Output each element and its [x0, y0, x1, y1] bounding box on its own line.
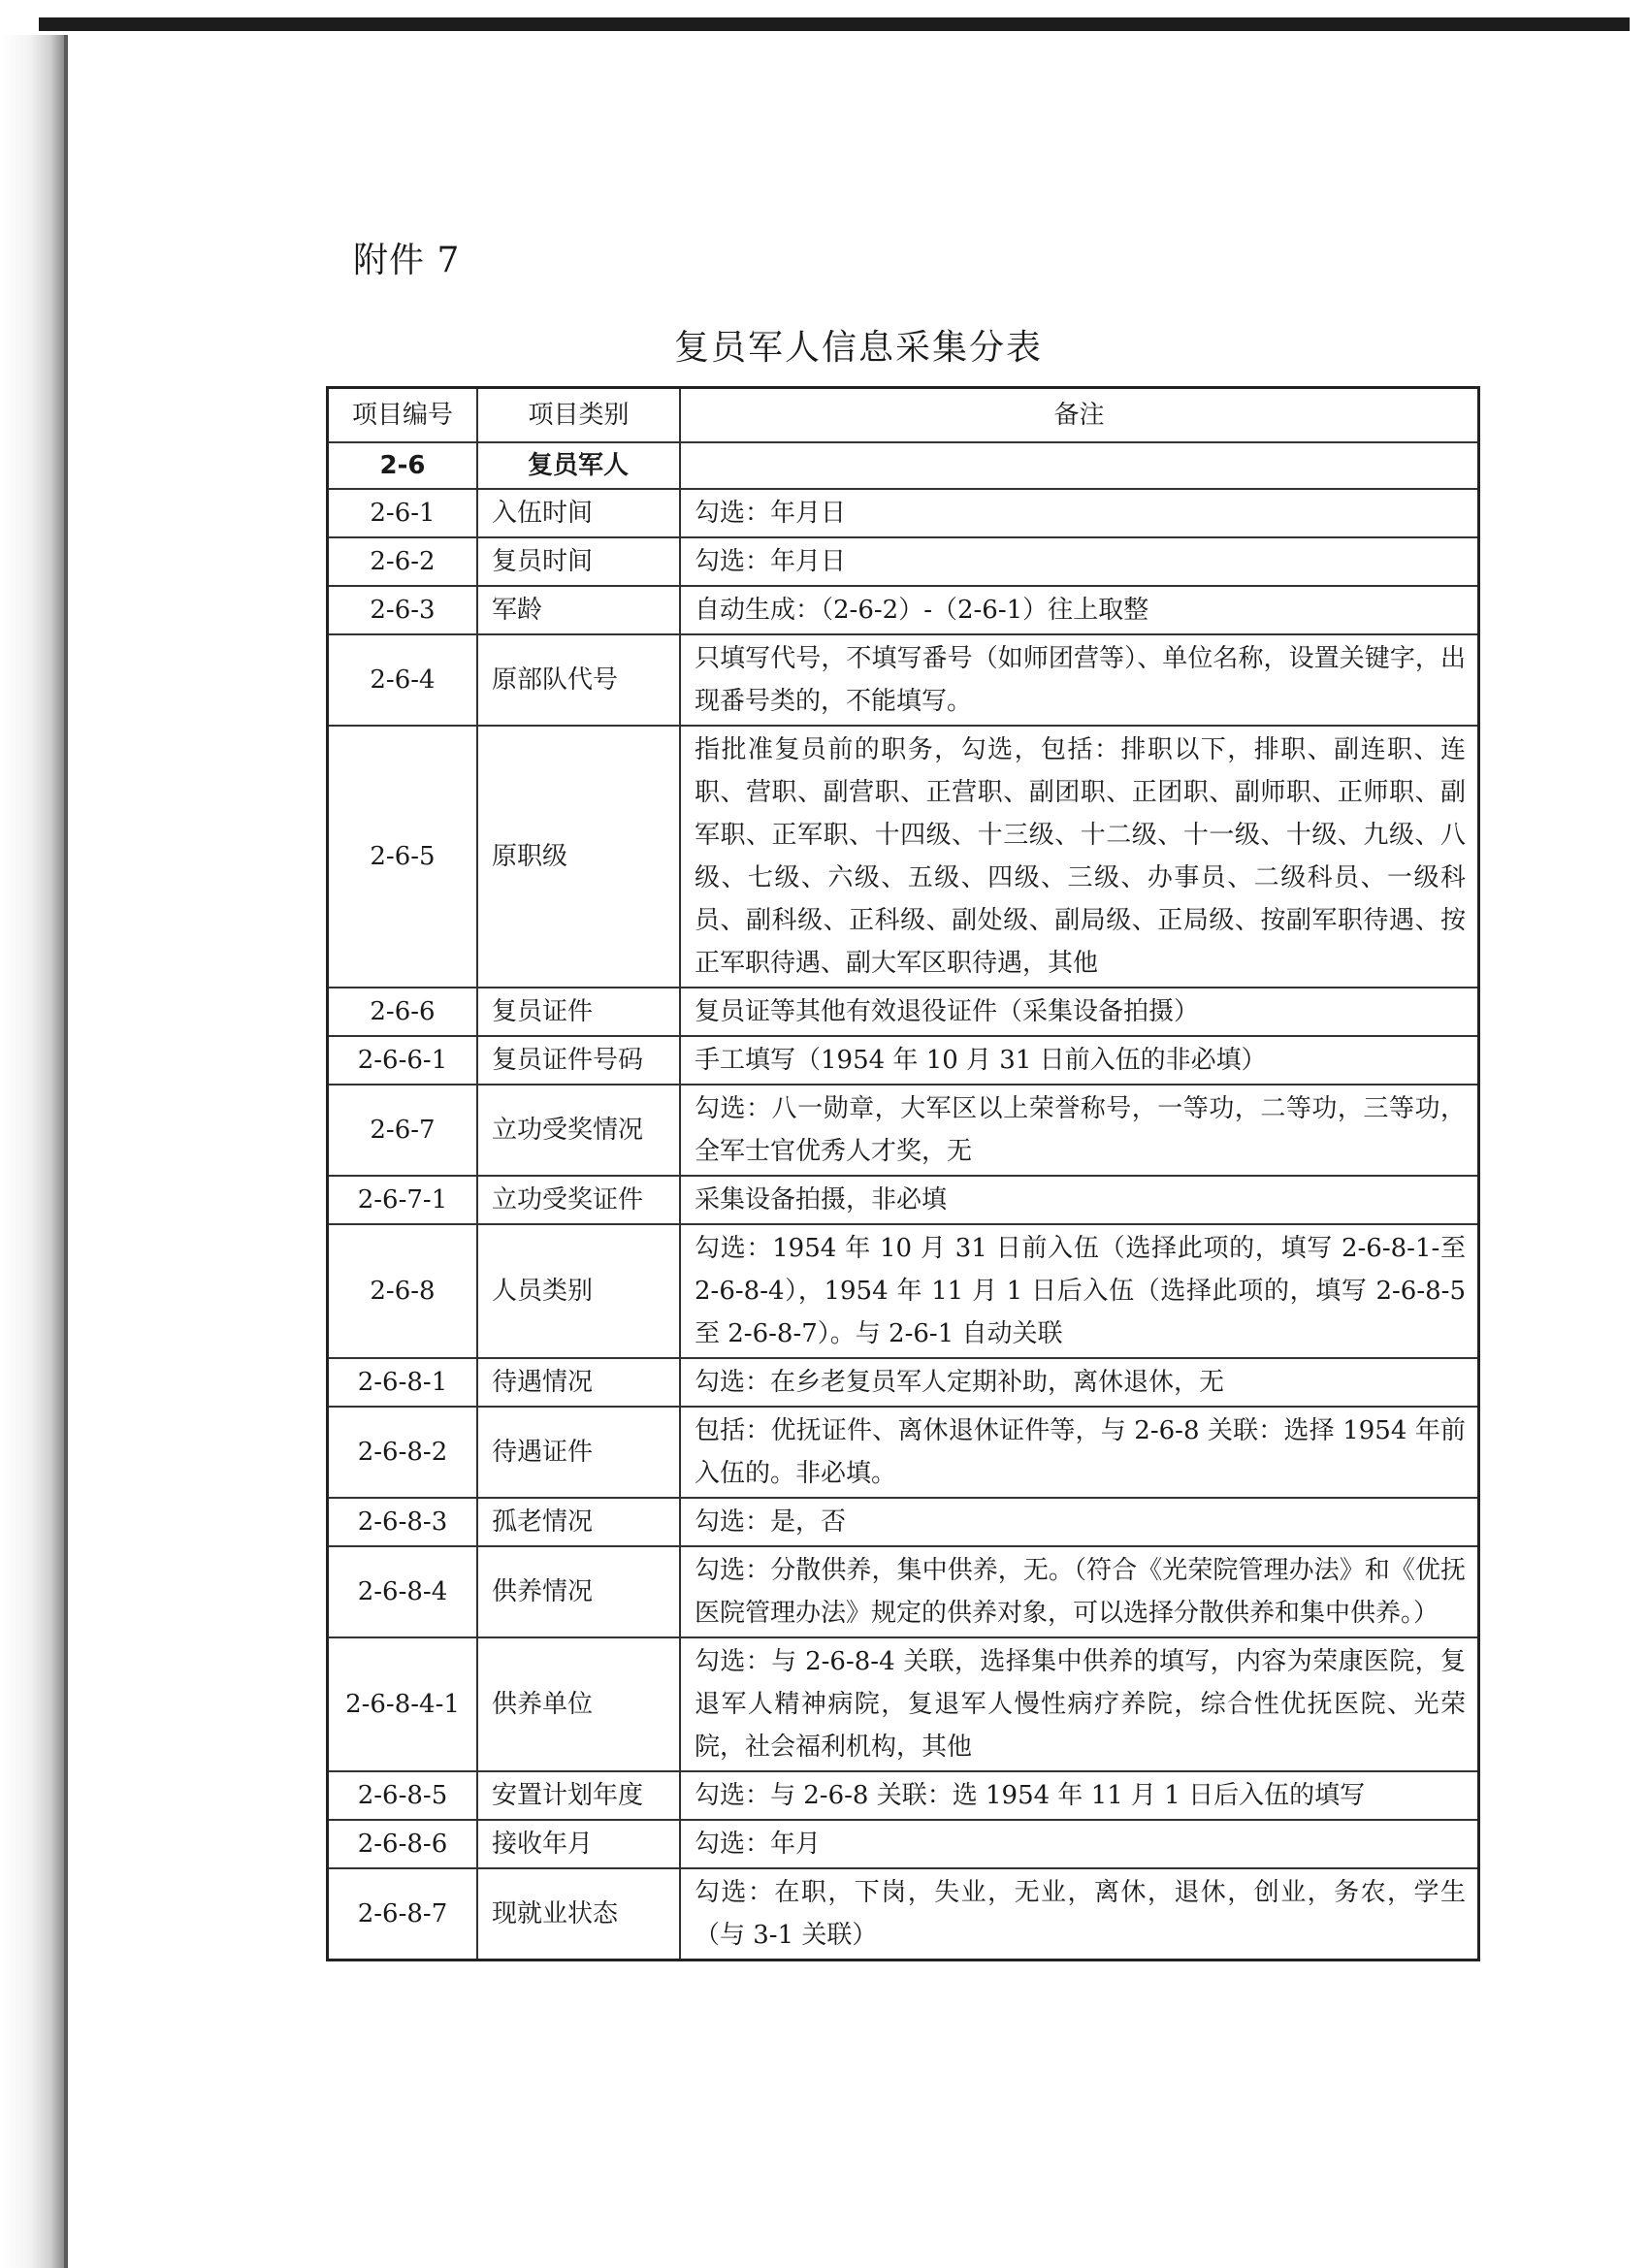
row-code: 2-6-1: [328, 489, 478, 537]
row-note: 包括：优抚证件、离休退休证件等，与 2-6-8 关联：选择 1954 年前入伍的。非必填。: [680, 1407, 1479, 1498]
row-note: [680, 442, 1479, 489]
row-note: 勾选：是，否: [680, 1498, 1479, 1546]
row-category: 待遇证件: [477, 1407, 680, 1498]
table-row: [328, 1820, 1479, 1868]
table-title: 复员军人信息采集分表: [673, 328, 1043, 368]
table-row: [328, 726, 1479, 988]
table-row: [328, 1176, 1479, 1224]
row-code: 2-6-8: [328, 1224, 478, 1358]
row-code: 2-6-8-5: [328, 1771, 478, 1820]
table-row: [328, 1358, 1479, 1407]
row-category: 现就业状态: [477, 1868, 680, 1960]
table-row: [328, 1637, 1479, 1771]
row-note: 勾选：年月日: [680, 537, 1479, 586]
row-category: 原部队代号: [477, 634, 680, 726]
table-row: [328, 1036, 1479, 1085]
table-row: [328, 1546, 1479, 1637]
row-note: 勾选：与 2-6-8 关联：选 1954 年 11 月 1 日后入伍的填写: [680, 1771, 1479, 1820]
table-row: [328, 537, 1479, 586]
table-row: [328, 1868, 1479, 1960]
table-row: [328, 1407, 1479, 1498]
table-header-row: [328, 388, 1479, 443]
table-row: [328, 1224, 1479, 1358]
header-note: 备注: [680, 388, 1479, 443]
row-code: 2-6-8-7: [328, 1868, 478, 1960]
row-code: 2-6-2: [328, 537, 478, 586]
row-category: 供养单位: [477, 1637, 680, 1771]
row-code: 2-6-6-1: [328, 1036, 478, 1085]
row-code: 2-6-8-4-1: [328, 1637, 478, 1771]
row-category: 复员证件号码: [477, 1036, 680, 1085]
header-category: 项目类别: [477, 388, 680, 443]
row-code: 2-6-5: [328, 726, 478, 988]
row-note: 勾选：八一勋章，大军区以上荣誉称号，一等功，二等功，三等功，全军士官优秀人才奖，无: [680, 1085, 1479, 1176]
row-code: 2-6-8-3: [328, 1498, 478, 1546]
row-note: 采集设备拍摄，非必填: [680, 1176, 1479, 1224]
row-category: 立功受奖情况: [477, 1085, 680, 1176]
table-row: [328, 442, 1479, 489]
info-collection-table: [326, 386, 1480, 1961]
table-row: [328, 634, 1479, 726]
row-note: 勾选：分散供养，集中供养，无。（符合《光荣院管理办法》和《优抚医院管理办法》规定的供养对象，可以选择分散供养和集中供养。）: [680, 1546, 1479, 1637]
table-row: [328, 988, 1479, 1036]
header-code: 项目编号: [328, 388, 478, 443]
row-category: 待遇情况: [477, 1358, 680, 1407]
row-code: 2-6-8-6: [328, 1820, 478, 1868]
row-category: 立功受奖证件: [477, 1176, 680, 1224]
attachment-label: 附件 7: [353, 241, 461, 280]
scan-left-edge: [64, 35, 68, 2268]
row-note: 勾选：1954 年 10 月 31 日前入伍（选择此项的，填写 2-6-8-1-至 2-6-8-4），1954 年 11 月 1 日后入伍（选择此项的，填写 2-6-8-5 至 2-6-8-7）。与 2-6-1 自动关联: [680, 1224, 1479, 1358]
scan-top-shadow: [39, 17, 1630, 31]
table-row: [328, 489, 1479, 537]
row-note: 勾选：年月日: [680, 489, 1479, 537]
row-code: 2-6-8-2: [328, 1407, 478, 1498]
row-category: 人员类别: [477, 1224, 680, 1358]
table-row: [328, 1498, 1479, 1546]
row-note: 复员证等其他有效退役证件（采集设备拍摄）: [680, 988, 1479, 1036]
row-category: 复员证件: [477, 988, 680, 1036]
row-category: 孤老情况: [477, 1498, 680, 1546]
row-code: 2-6-3: [328, 586, 478, 634]
row-code: 2-6-8-4: [328, 1546, 478, 1637]
row-note: 自动生成：（2-6-2）-（2-6-1）往上取整: [680, 586, 1479, 634]
row-category: 原职级: [477, 726, 680, 988]
row-note: 勾选：年月: [680, 1820, 1479, 1868]
row-note: 手工填写（1954 年 10 月 31 日前入伍的非必填）: [680, 1036, 1479, 1085]
row-note: 只填写代号，不填写番号（如师团营等）、单位名称，设置关键字，出现番号类的，不能填写。: [680, 634, 1479, 726]
row-code: 2-6-4: [328, 634, 478, 726]
row-code: 2-6-7: [328, 1085, 478, 1176]
row-note: 勾选：在乡老复员军人定期补助，离休退休，无: [680, 1358, 1479, 1407]
table-row: [328, 1085, 1479, 1176]
row-code: 2-6-7-1: [328, 1176, 478, 1224]
row-category: 安置计划年度: [477, 1771, 680, 1820]
row-code: 2-6-6: [328, 988, 478, 1036]
table-row: [328, 586, 1479, 634]
row-code: 2-6-8-1: [328, 1358, 478, 1407]
row-category: 接收年月: [477, 1820, 680, 1868]
row-category: 军龄: [477, 586, 680, 634]
row-code: 2-6: [328, 442, 478, 489]
row-note: 指批准复员前的职务，勾选，包括：排职以下，排职、副连职、连职、营职、副营职、正营职、副团职、正团职、副师职、正师职、副军职、正军职、十四级、十三级、十二级、十一级、十级、九级、八级、七级、六级、五级、四级、三级、办事员、二级科员、一级科员、副科级、正科级、副处级、副局级、正局级、按副军职待遇、按正军职待遇、副大军区职待遇，其他: [680, 726, 1479, 988]
row-note: 勾选：与 2-6-8-4 关联，选择集中供养的填写，内容为荣康医院，复退军人精神病院，复退军人慢性病疗养院，综合性优抚医院、光荣院，社会福利机构，其他: [680, 1637, 1479, 1771]
row-category: 供养情况: [477, 1546, 680, 1637]
table-row: [328, 1771, 1479, 1820]
row-category: 复员时间: [477, 537, 680, 586]
row-category: 入伍时间: [477, 489, 680, 537]
scan-left-binding-shadow: [0, 35, 68, 2268]
row-category: 复员军人: [477, 442, 680, 489]
row-note: 勾选：在职，下岗，失业，无业，离休，退休，创业，务农，学生（与 3-1 关联）: [680, 1868, 1479, 1960]
